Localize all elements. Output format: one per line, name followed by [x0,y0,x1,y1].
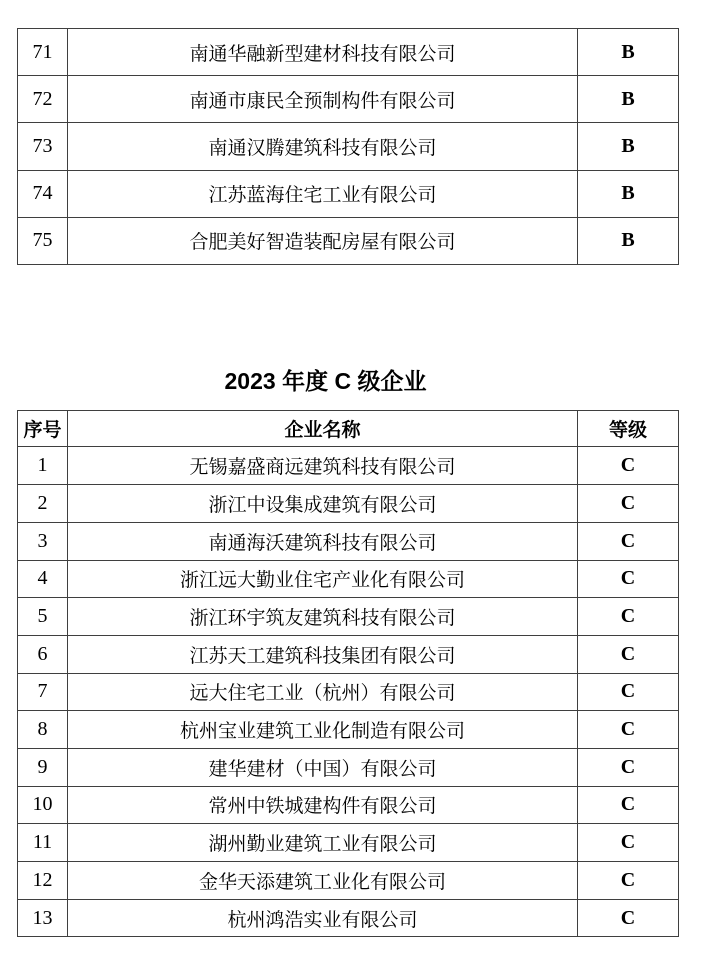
table-row [18,485,679,523]
row-number-cell: 2 [18,485,68,523]
row-number-cell: 9 [18,748,68,786]
company-name-cell: 杭州宝业建筑工业化制造有限公司 [68,711,578,749]
table-row [18,29,679,76]
company-name-cell: 无锡嘉盛商远建筑科技有限公司 [68,447,578,485]
row-number-cell: 11 [18,824,68,862]
company-name-cell: 远大住宅工业（杭州）有限公司 [68,673,578,711]
company-name-cell: 建华建材（中国）有限公司 [68,748,578,786]
row-number-cell: 12 [18,862,68,900]
table-row [18,170,679,217]
grade-cell: C [578,748,679,786]
company-name-cell: 浙江环宇筑友建筑科技有限公司 [68,598,578,636]
table-row [18,447,679,485]
grade-cell: C [578,862,679,900]
grade-cell: B [578,170,679,217]
company-name-cell: 金华天添建筑工业化有限公司 [68,862,578,900]
company-name-cell: 常州中铁城建构件有限公司 [68,786,578,824]
row-number-cell: 71 [18,29,68,76]
grade-cell: C [578,711,679,749]
table-row [18,711,679,749]
grade-cell: B [578,217,679,264]
grade-cell: C [578,673,679,711]
grade-cell: C [578,635,679,673]
row-number-cell: 72 [18,76,68,123]
table-row [18,217,679,264]
grade-cell: C [578,598,679,636]
table-row [18,786,679,824]
row-number-cell: 74 [18,170,68,217]
header-company-name: 企业名称 [68,410,578,447]
grade-cell: C [578,824,679,862]
grade-cell: C [578,485,679,523]
company-name-cell: 南通华融新型建材科技有限公司 [68,29,578,76]
row-number-cell: 10 [18,786,68,824]
table-row [18,824,679,862]
table-row [18,598,679,636]
grade-cell: B [578,29,679,76]
header-grade: 等级 [578,410,679,447]
row-number-cell: 6 [18,635,68,673]
row-number-cell: 1 [18,447,68,485]
table-row [18,522,679,560]
table-row [18,560,679,598]
table-header-row [18,410,679,447]
grade-cell: B [578,123,679,170]
row-number-cell: 13 [18,899,68,937]
row-number-cell: 5 [18,598,68,636]
company-name-cell: 浙江远大勤业住宅产业化有限公司 [68,560,578,598]
grade-cell: B [578,76,679,123]
table-row [18,635,679,673]
row-number-cell: 8 [18,711,68,749]
grade-c-table [17,410,679,937]
company-name-cell: 南通市康民全预制构件有限公司 [68,76,578,123]
section-title: 2023 年度 C 级企业 [224,367,427,394]
company-name-cell: 浙江中设集成建筑有限公司 [68,485,578,523]
row-number-cell: 73 [18,123,68,170]
company-name-cell: 江苏天工建筑科技集团有限公司 [68,635,578,673]
grade-b-table [17,28,679,265]
grade-cell: C [578,899,679,937]
company-name-cell: 杭州鸿浩实业有限公司 [68,899,578,937]
table-row [18,748,679,786]
table-row [18,123,679,170]
grade-cell: C [578,447,679,485]
company-name-cell: 南通汉腾建筑科技有限公司 [68,123,578,170]
table-row [18,76,679,123]
grade-cell: C [578,786,679,824]
row-number-cell: 75 [18,217,68,264]
row-number-cell: 4 [18,560,68,598]
company-name-cell: 南通海沃建筑科技有限公司 [68,522,578,560]
grade-cell: C [578,522,679,560]
table-row [18,673,679,711]
company-name-cell: 合肥美好智造装配房屋有限公司 [68,217,578,264]
row-number-cell: 3 [18,522,68,560]
company-name-cell: 江苏蓝海住宅工业有限公司 [68,170,578,217]
table-row [18,862,679,900]
company-name-cell: 湖州勤业建筑工业有限公司 [68,824,578,862]
row-number-cell: 7 [18,673,68,711]
grade-cell: C [578,560,679,598]
table-row [18,899,679,937]
header-no: 序号 [18,410,68,447]
